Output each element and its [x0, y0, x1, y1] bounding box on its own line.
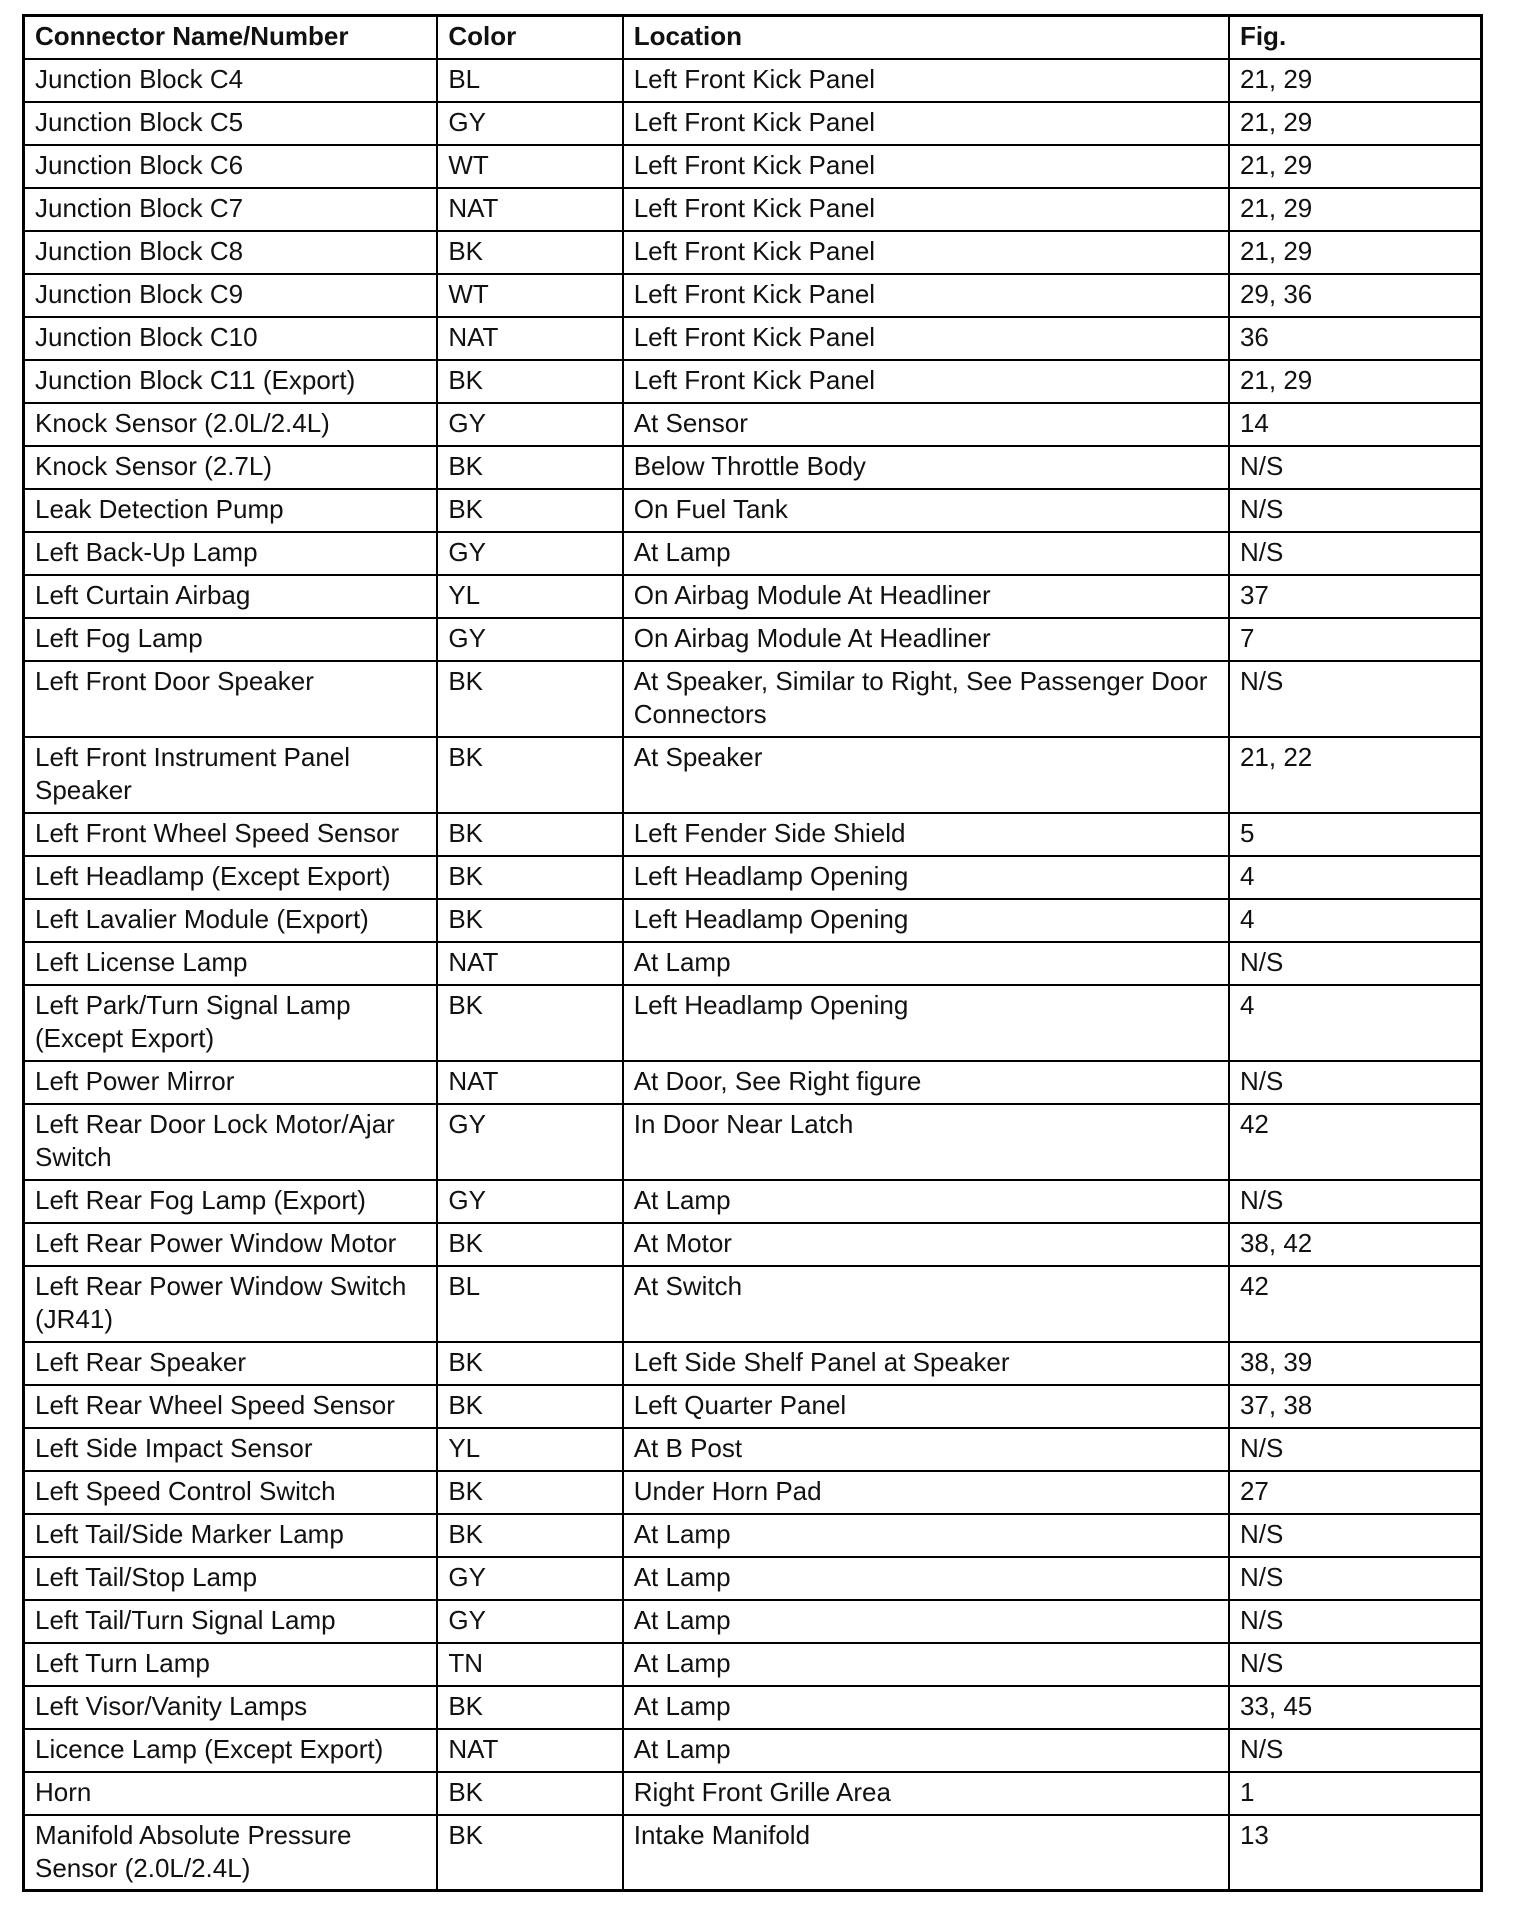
- cell-fig: N/S: [1229, 489, 1482, 532]
- cell-connector-name: Left Turn Lamp: [24, 1643, 438, 1686]
- header-fig: Fig.: [1229, 16, 1482, 59]
- cell-color: BK: [437, 1686, 622, 1729]
- cell-location: At Speaker: [623, 737, 1229, 813]
- cell-location: Left Front Kick Panel: [623, 102, 1229, 145]
- cell-fig: 37: [1229, 575, 1482, 618]
- table-row: [24, 59, 1482, 102]
- cell-fig: N/S: [1229, 1557, 1482, 1600]
- cell-color: NAT: [437, 942, 622, 985]
- cell-fig: 7: [1229, 618, 1482, 661]
- cell-fig: 21, 29: [1229, 145, 1482, 188]
- cell-color: NAT: [437, 1061, 622, 1104]
- cell-connector-name: Left Front Instrument Panel Speaker: [24, 737, 438, 813]
- cell-fig: 38, 39: [1229, 1342, 1482, 1385]
- cell-color: BK: [437, 1772, 622, 1815]
- cell-connector-name: Left Back-Up Lamp: [24, 532, 438, 575]
- cell-location: At Lamp: [623, 1686, 1229, 1729]
- cell-connector-name: Left Side Impact Sensor: [24, 1428, 438, 1471]
- cell-location: Left Front Kick Panel: [623, 59, 1229, 102]
- cell-color: GY: [437, 1180, 622, 1223]
- table-row: [24, 1385, 1482, 1428]
- cell-fig: N/S: [1229, 446, 1482, 489]
- cell-color: WT: [437, 274, 622, 317]
- cell-color: BL: [437, 1266, 622, 1342]
- cell-connector-name: Junction Block C6: [24, 145, 438, 188]
- cell-color: BK: [437, 899, 622, 942]
- cell-fig: 21, 29: [1229, 360, 1482, 403]
- cell-color: BK: [437, 1815, 622, 1891]
- cell-connector-name: Knock Sensor (2.0L/2.4L): [24, 403, 438, 446]
- cell-fig: 13: [1229, 1815, 1482, 1891]
- table-row: [24, 1428, 1482, 1471]
- cell-connector-name: Knock Sensor (2.7L): [24, 446, 438, 489]
- cell-color: NAT: [437, 1729, 622, 1772]
- cell-connector-name: Junction Block C8: [24, 231, 438, 274]
- cell-connector-name: Left Lavalier Module (Export): [24, 899, 438, 942]
- cell-fig: 37, 38: [1229, 1385, 1482, 1428]
- cell-connector-name: Left Rear Fog Lamp (Export): [24, 1180, 438, 1223]
- cell-color: GY: [437, 1557, 622, 1600]
- cell-color: GY: [437, 403, 622, 446]
- table-row: [24, 1815, 1482, 1891]
- cell-fig: N/S: [1229, 1600, 1482, 1643]
- cell-fig: 42: [1229, 1104, 1482, 1180]
- cell-location: Left Fender Side Shield: [623, 813, 1229, 856]
- cell-color: BK: [437, 1385, 622, 1428]
- cell-location: On Fuel Tank: [623, 489, 1229, 532]
- cell-location: At Lamp: [623, 942, 1229, 985]
- cell-fig: 29, 36: [1229, 274, 1482, 317]
- cell-location: Intake Manifold: [623, 1815, 1229, 1891]
- cell-fig: N/S: [1229, 1514, 1482, 1557]
- table-row: [24, 856, 1482, 899]
- table-row: [24, 1600, 1482, 1643]
- table-row: [24, 1514, 1482, 1557]
- cell-color: GY: [437, 1104, 622, 1180]
- cell-location: Left Front Kick Panel: [623, 145, 1229, 188]
- table-row: [24, 1686, 1482, 1729]
- cell-location: At Sensor: [623, 403, 1229, 446]
- table-row: [24, 737, 1482, 813]
- cell-connector-name: Left Power Mirror: [24, 1061, 438, 1104]
- cell-color: GY: [437, 1600, 622, 1643]
- cell-fig: 21, 29: [1229, 59, 1482, 102]
- cell-connector-name: Left License Lamp: [24, 942, 438, 985]
- table-row: [24, 231, 1482, 274]
- cell-fig: 36: [1229, 317, 1482, 360]
- cell-location: At Lamp: [623, 532, 1229, 575]
- cell-color: NAT: [437, 317, 622, 360]
- cell-location: At Motor: [623, 1223, 1229, 1266]
- cell-connector-name: Left Curtain Airbag: [24, 575, 438, 618]
- cell-color: BK: [437, 1514, 622, 1557]
- table-row: [24, 1223, 1482, 1266]
- cell-fig: N/S: [1229, 1643, 1482, 1686]
- cell-fig: 27: [1229, 1471, 1482, 1514]
- cell-color: WT: [437, 145, 622, 188]
- cell-fig: N/S: [1229, 1428, 1482, 1471]
- cell-location: On Airbag Module At Headliner: [623, 575, 1229, 618]
- table-row: [24, 575, 1482, 618]
- cell-location: Left Front Kick Panel: [623, 231, 1229, 274]
- cell-color: BK: [437, 661, 622, 737]
- cell-fig: N/S: [1229, 661, 1482, 737]
- cell-connector-name: Junction Block C7: [24, 188, 438, 231]
- cell-color: BK: [437, 856, 622, 899]
- table-row: [24, 274, 1482, 317]
- table-row: [24, 532, 1482, 575]
- cell-color: BK: [437, 1471, 622, 1514]
- cell-color: TN: [437, 1643, 622, 1686]
- table-row: [24, 145, 1482, 188]
- header-location: Location: [623, 16, 1229, 59]
- cell-fig: 4: [1229, 899, 1482, 942]
- table-row: [24, 317, 1482, 360]
- table-row: [24, 813, 1482, 856]
- cell-connector-name: Left Tail/Stop Lamp: [24, 1557, 438, 1600]
- cell-color: GY: [437, 618, 622, 661]
- cell-location: At Switch: [623, 1266, 1229, 1342]
- cell-connector-name: Left Rear Door Lock Motor/Ajar Switch: [24, 1104, 438, 1180]
- cell-fig: N/S: [1229, 1061, 1482, 1104]
- cell-location: Left Headlamp Opening: [623, 856, 1229, 899]
- cell-fig: 42: [1229, 1266, 1482, 1342]
- cell-color: BK: [437, 1223, 622, 1266]
- cell-connector-name: Left Fog Lamp: [24, 618, 438, 661]
- table-row: [24, 1643, 1482, 1686]
- cell-connector-name: Junction Block C10: [24, 317, 438, 360]
- cell-connector-name: Left Rear Power Window Motor: [24, 1223, 438, 1266]
- cell-connector-name: Left Tail/Turn Signal Lamp: [24, 1600, 438, 1643]
- table-row: [24, 1266, 1482, 1342]
- cell-fig: 4: [1229, 856, 1482, 899]
- cell-location: At Lamp: [623, 1643, 1229, 1686]
- cell-connector-name: Left Park/Turn Signal Lamp (Except Export): [24, 985, 438, 1061]
- table-row: [24, 899, 1482, 942]
- table-row: [24, 1471, 1482, 1514]
- table-row: [24, 1772, 1482, 1815]
- cell-connector-name: Junction Block C9: [24, 274, 438, 317]
- cell-connector-name: Leak Detection Pump: [24, 489, 438, 532]
- cell-connector-name: Left Rear Speaker: [24, 1342, 438, 1385]
- cell-connector-name: Horn: [24, 1772, 438, 1815]
- cell-location: On Airbag Module At Headliner: [623, 618, 1229, 661]
- cell-location: Right Front Grille Area: [623, 1772, 1229, 1815]
- cell-location: At Lamp: [623, 1180, 1229, 1223]
- cell-color: BL: [437, 59, 622, 102]
- cell-color: GY: [437, 532, 622, 575]
- table-row: [24, 1729, 1482, 1772]
- cell-color: YL: [437, 575, 622, 618]
- cell-connector-name: Left Rear Power Window Switch (JR41): [24, 1266, 438, 1342]
- table-row: [24, 1342, 1482, 1385]
- cell-fig: 1: [1229, 1772, 1482, 1815]
- cell-connector-name: Left Speed Control Switch: [24, 1471, 438, 1514]
- cell-color: BK: [437, 489, 622, 532]
- cell-connector-name: Left Tail/Side Marker Lamp: [24, 1514, 438, 1557]
- cell-fig: N/S: [1229, 1729, 1482, 1772]
- cell-location: Left Quarter Panel: [623, 1385, 1229, 1428]
- cell-location: At Lamp: [623, 1514, 1229, 1557]
- cell-color: NAT: [437, 188, 622, 231]
- cell-location: At Door, See Right figure: [623, 1061, 1229, 1104]
- cell-location: At Lamp: [623, 1557, 1229, 1600]
- table-row: [24, 1061, 1482, 1104]
- table-row: [24, 188, 1482, 231]
- cell-location: Left Front Kick Panel: [623, 317, 1229, 360]
- cell-connector-name: Left Visor/Vanity Lamps: [24, 1686, 438, 1729]
- cell-location: At Speaker, Similar to Right, See Passenger Door Connectors: [623, 661, 1229, 737]
- cell-fig: N/S: [1229, 1180, 1482, 1223]
- cell-location: Left Front Kick Panel: [623, 274, 1229, 317]
- cell-location: Left Front Kick Panel: [623, 360, 1229, 403]
- cell-connector-name: Junction Block C5: [24, 102, 438, 145]
- cell-connector-name: Left Front Wheel Speed Sensor: [24, 813, 438, 856]
- cell-location: At B Post: [623, 1428, 1229, 1471]
- cell-fig: 21, 29: [1229, 231, 1482, 274]
- header-connector-name: Connector Name/Number: [24, 16, 438, 59]
- cell-connector-name: Left Headlamp (Except Export): [24, 856, 438, 899]
- header-row: [24, 16, 1482, 59]
- cell-color: BK: [437, 737, 622, 813]
- cell-location: Left Headlamp Opening: [623, 899, 1229, 942]
- cell-color: YL: [437, 1428, 622, 1471]
- cell-location: In Door Near Latch: [623, 1104, 1229, 1180]
- cell-color: BK: [437, 231, 622, 274]
- cell-fig: N/S: [1229, 532, 1482, 575]
- cell-fig: 14: [1229, 403, 1482, 446]
- cell-fig: 21, 29: [1229, 188, 1482, 231]
- cell-color: BK: [437, 1342, 622, 1385]
- cell-connector-name: Junction Block C4: [24, 59, 438, 102]
- cell-location: Below Throttle Body: [623, 446, 1229, 489]
- cell-color: BK: [437, 360, 622, 403]
- cell-fig: 21, 29: [1229, 102, 1482, 145]
- cell-connector-name: Licence Lamp (Except Export): [24, 1729, 438, 1772]
- cell-fig: 4: [1229, 985, 1482, 1061]
- connector-table: [22, 14, 1483, 1892]
- cell-connector-name: Left Rear Wheel Speed Sensor: [24, 1385, 438, 1428]
- cell-location: At Lamp: [623, 1729, 1229, 1772]
- cell-fig: N/S: [1229, 942, 1482, 985]
- table-row: [24, 446, 1482, 489]
- table-row: [24, 1180, 1482, 1223]
- table-row: [24, 618, 1482, 661]
- table-row: [24, 661, 1482, 737]
- table-row: [24, 360, 1482, 403]
- cell-fig: 5: [1229, 813, 1482, 856]
- cell-color: BK: [437, 985, 622, 1061]
- table-row: [24, 102, 1482, 145]
- cell-connector-name: Junction Block C11 (Export): [24, 360, 438, 403]
- cell-connector-name: Left Front Door Speaker: [24, 661, 438, 737]
- cell-location: Left Side Shelf Panel at Speaker: [623, 1342, 1229, 1385]
- cell-color: GY: [437, 102, 622, 145]
- table-row: [24, 1104, 1482, 1180]
- cell-location: Left Headlamp Opening: [623, 985, 1229, 1061]
- table-row: [24, 489, 1482, 532]
- cell-fig: 21, 22: [1229, 737, 1482, 813]
- table-row: [24, 1557, 1482, 1600]
- cell-location: At Lamp: [623, 1600, 1229, 1643]
- table-row: [24, 403, 1482, 446]
- table-row: [24, 985, 1482, 1061]
- cell-fig: 38, 42: [1229, 1223, 1482, 1266]
- cell-connector-name: Manifold Absolute Pressure Sensor (2.0L/2.4L): [24, 1815, 438, 1891]
- header-color: Color: [437, 16, 622, 59]
- cell-fig: 33, 45: [1229, 1686, 1482, 1729]
- cell-color: BK: [437, 813, 622, 856]
- cell-location: Under Horn Pad: [623, 1471, 1229, 1514]
- table-row: [24, 942, 1482, 985]
- cell-location: Left Front Kick Panel: [623, 188, 1229, 231]
- cell-color: BK: [437, 446, 622, 489]
